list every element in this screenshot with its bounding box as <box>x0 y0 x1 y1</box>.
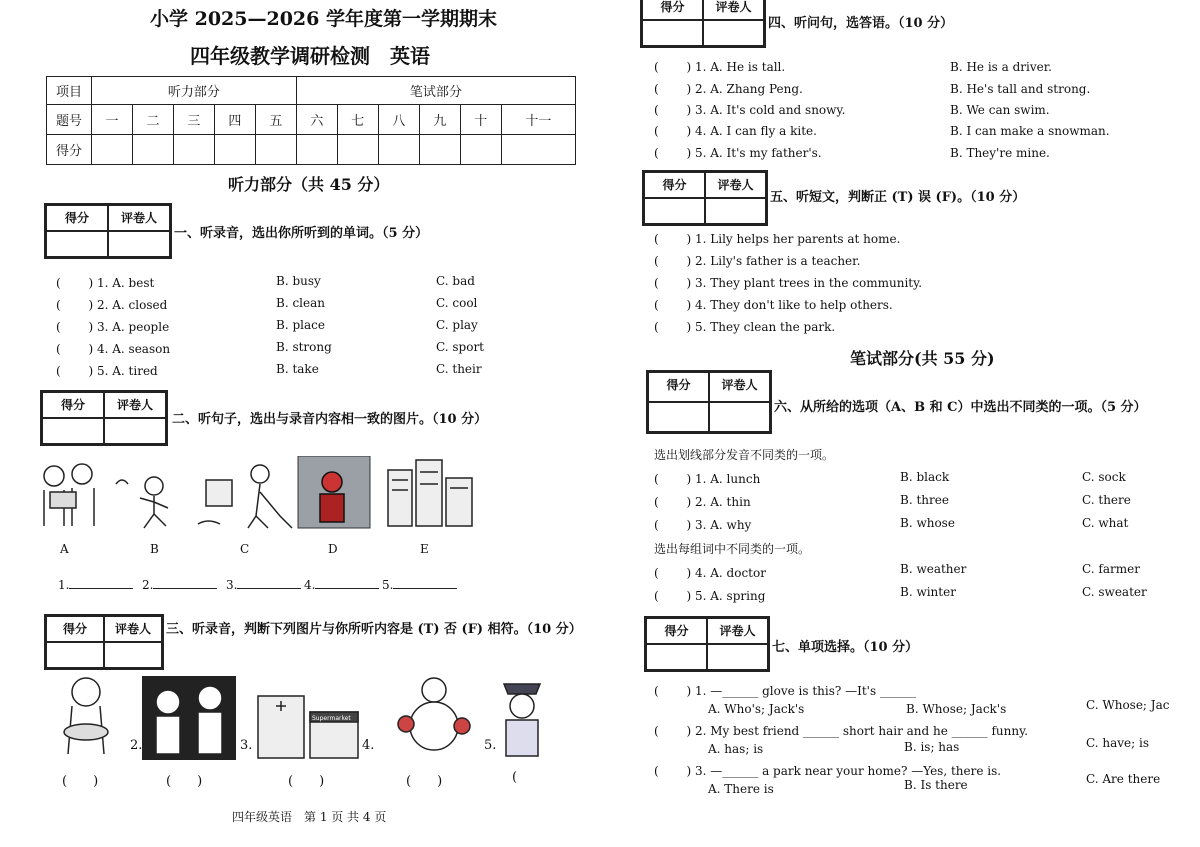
section-3-title: 三、听录音，判断下列图片与你所听内容是 (T) 否 (F) 相符。（10 分） <box>166 622 582 637</box>
row-label-item: 项目 <box>47 77 92 105</box>
section-4-title: 四、听问句，选答语。（10 分） <box>768 16 954 31</box>
part-listening-header: 听力部分 <box>92 77 297 105</box>
score-cell[interactable] <box>92 135 133 165</box>
grader-box-grader-cell[interactable] <box>709 402 770 432</box>
section-1-q4-c: C. sport <box>436 340 485 354</box>
listening-part-title: 听力部分（共 45 分） <box>228 175 390 194</box>
picture-4-kids-snowman <box>398 678 470 750</box>
score-cell[interactable] <box>214 135 255 165</box>
section-4-q5: ( ) 5. A. It's my father's. <box>654 146 822 160</box>
writing-part-title: 笔试部分(共 55 分) <box>850 349 995 368</box>
picture-label: A <box>60 542 69 556</box>
section-6-q2-c: C. there <box>1082 493 1131 507</box>
section-6-q1: ( ) 1. A. lunch <box>654 472 761 486</box>
picture-label: E <box>420 542 429 556</box>
grader-box <box>642 170 768 226</box>
section-5-q1: ( ) 1. Lily helps her parents at home. <box>654 232 901 246</box>
section-7-q2-b: B. is; has <box>904 740 960 754</box>
picture-5-police-officer <box>504 684 540 756</box>
grader-box-score-label: 得分 <box>642 0 703 20</box>
school-line: 小学 2025—2026 学年度第一学期期末 <box>150 8 497 30</box>
section-1-q4-b: B. strong <box>276 340 332 354</box>
section-1-q3: ( ) 3. A. people <box>56 320 170 334</box>
section-6-title: 六、从所给的选项（A、B 和 C）中选出不同类的一项。（5 分） <box>774 400 1147 415</box>
answer-bracket-1[interactable]: ( ) <box>62 774 99 789</box>
section-1-q2-b: B. clean <box>276 296 325 310</box>
section-7-q3-b: B. Is there <box>904 778 968 792</box>
section-1-q2-c: C. cool <box>436 296 478 310</box>
grader-box-grader-cell[interactable] <box>104 418 166 444</box>
section-6-q3-b: B. whose <box>900 516 955 530</box>
grader-box <box>40 390 168 446</box>
grader-box-grader-label: 评卷人 <box>709 372 770 402</box>
answer-bracket-3[interactable]: ( ) <box>288 774 325 789</box>
col-num: 八 <box>378 105 419 135</box>
section-2-pictures <box>36 456 476 536</box>
grader-box <box>44 203 172 259</box>
answer-bracket-2[interactable]: ( ) <box>166 774 203 789</box>
score-cell[interactable] <box>501 135 575 165</box>
section-5-q5: ( ) 5. They clean the park. <box>654 320 836 334</box>
grader-box-score-label: 得分 <box>46 616 104 642</box>
section-6-q5-b: B. winter <box>900 585 956 599</box>
section-1-q5-c: C. their <box>436 362 482 376</box>
picture-label: D <box>328 542 338 556</box>
answer-slot-3[interactable]: 3. <box>226 578 301 592</box>
section-4-q2: ( ) 2. A. Zhang Peng. <box>654 82 803 96</box>
picture-b-boy-running <box>116 477 168 528</box>
section-4-q2-b: B. He's tall and strong. <box>950 82 1091 96</box>
score-cell[interactable] <box>255 135 296 165</box>
grader-box-grader-cell[interactable] <box>705 198 766 224</box>
col-num: 三 <box>173 105 214 135</box>
row-label-score: 得分 <box>47 135 92 165</box>
section-1-q1-c: C. bad <box>436 274 475 288</box>
page-footer: 四年级英语 第 1 页 共 4 页 <box>232 810 387 824</box>
section-6-q3: ( ) 3. A. why <box>654 518 752 532</box>
grader-box <box>640 0 766 48</box>
part-writing-header: 笔试部分 <box>296 77 575 105</box>
grader-box-score-label: 得分 <box>648 372 709 402</box>
section-5-q3: ( ) 3. They plant trees in the community. <box>654 276 923 290</box>
grader-box-score-cell[interactable] <box>648 402 709 432</box>
section-4-q4: ( ) 4. A. I can fly a kite. <box>654 124 817 138</box>
grader-box-grader-cell[interactable] <box>707 644 768 670</box>
section-4-q5-b: B. They're mine. <box>950 146 1050 160</box>
grader-box-grader-cell[interactable] <box>703 20 764 46</box>
picture-number: 3. <box>240 738 253 753</box>
section-1-title: 一、听录音，选出你所听到的单词。（5 分） <box>174 226 429 241</box>
section-7-q2-c: C. have; is <box>1086 736 1149 750</box>
grader-box-grader-label: 评卷人 <box>703 0 764 20</box>
section-4-q1: ( ) 1. A. He is tall. <box>654 60 786 74</box>
picture-d-person <box>320 472 344 522</box>
picture-e-city <box>388 460 472 526</box>
grader-box <box>644 616 770 672</box>
section-6-sub1: 选出划线部分发音不同类的一项。 <box>654 448 835 462</box>
picture-1-boy-cooking <box>64 678 108 754</box>
grader-box-score-cell[interactable] <box>46 231 108 257</box>
answer-slot-5[interactable]: 5. <box>382 578 457 592</box>
section-6-q1-c: C. sock <box>1082 470 1126 484</box>
section-1-q5-b: B. take <box>276 362 319 376</box>
grader-box-score-cell[interactable] <box>46 642 104 668</box>
grader-box-score-label: 得分 <box>646 618 707 644</box>
section-7-q3: ( ) 3. —______ a park near your home? —Yes, there is. <box>654 764 1002 778</box>
section-4-q3-b: B. We can swim. <box>950 103 1050 117</box>
section-2-title: 二、听句子，选出与录音内容相一致的图片。（10 分） <box>172 412 488 427</box>
section-7-q1-b: B. Whose; Jack's <box>906 702 1007 716</box>
section-1-q5: ( ) 5. A. tired <box>56 364 158 378</box>
grader-box-grader-label: 评卷人 <box>104 616 162 642</box>
picture-3-hospital-and-shop <box>258 696 358 758</box>
picture-label: C <box>240 542 250 556</box>
section-7-q3-a: A. There is <box>708 782 774 796</box>
col-num: 十 <box>460 105 501 135</box>
section-1-q4: ( ) 4. A. season <box>56 342 171 356</box>
answer-bracket-4[interactable]: ( ) <box>406 774 443 789</box>
section-6-q3-c: C. what <box>1082 516 1129 530</box>
grader-box-score-label: 得分 <box>42 392 104 418</box>
supermarket-sign: Supermarket <box>312 715 351 722</box>
grader-box <box>44 614 164 670</box>
section-4-q1-b: B. He is a driver. <box>950 60 1052 74</box>
score-cell[interactable] <box>378 135 419 165</box>
grader-box-grader-label: 评卷人 <box>705 172 766 198</box>
section-5-q2: ( ) 2. Lily's father is a teacher. <box>654 254 861 268</box>
col-num: 十一 <box>501 105 575 135</box>
section-6-q5: ( ) 5. A. spring <box>654 589 766 603</box>
row-label-number: 题号 <box>47 105 92 135</box>
section-7-q3-c: C. Are there <box>1086 772 1161 786</box>
section-6-q4-c: C. farmer <box>1082 562 1140 576</box>
grader-box-score-label: 得分 <box>46 205 108 231</box>
col-num: 六 <box>296 105 337 135</box>
section-4-q3: ( ) 3. A. It's cold and snowy. <box>654 103 846 117</box>
answer-bracket-5[interactable]: ( <box>512 770 518 785</box>
section-7-q2: ( ) 2. My best friend ______ short hair and he ______ funny. <box>654 724 1029 738</box>
section-5-q4: ( ) 4. They don't like to help others. <box>654 298 893 312</box>
section-6-q4-b: B. weather <box>900 562 967 576</box>
section-5-title: 五、听短文，判断正 (T) 误 (F)。（10 分） <box>770 190 1026 205</box>
picture-a-girls-reading <box>44 464 94 526</box>
score-cell[interactable] <box>296 135 337 165</box>
grader-box-score-cell[interactable] <box>644 198 705 224</box>
section-1-q1: ( ) 1. A. best <box>56 276 155 290</box>
score-cell[interactable] <box>419 135 460 165</box>
grader-box-score-cell[interactable] <box>646 644 707 670</box>
col-num: 五 <box>255 105 296 135</box>
score-table <box>46 76 576 165</box>
col-num: 二 <box>132 105 173 135</box>
score-cell[interactable] <box>460 135 501 165</box>
section-6-q5-c: C. sweater <box>1082 585 1147 599</box>
section-6-q2-b: B. three <box>900 493 949 507</box>
section-1-q2: ( ) 2. A. closed <box>56 298 168 312</box>
grader-box-grader-cell[interactable] <box>104 642 162 668</box>
answer-slot-1[interactable]: 1. <box>58 578 133 592</box>
col-num: 九 <box>419 105 460 135</box>
exam-title: 四年级教学调研检测 英语 <box>190 44 430 68</box>
picture-number: 5. <box>484 738 497 753</box>
section-7-q1: ( ) 1. —______ glove is this? —It's ______ <box>654 684 916 698</box>
grader-box-grader-label: 评卷人 <box>707 618 768 644</box>
section-1-q1-b: B. busy <box>276 274 321 288</box>
picture-number: 4. <box>362 738 375 753</box>
answer-slot-4[interactable]: 4. <box>304 578 379 592</box>
col-num: 四 <box>214 105 255 135</box>
answer-slot-2[interactable]: 2. <box>142 578 217 592</box>
page-2 <box>600 0 1200 847</box>
section-6-q2: ( ) 2. A. thin <box>654 495 751 509</box>
section-6-q1-b: B. black <box>900 470 950 484</box>
picture-c-woman-sweeping <box>198 465 292 528</box>
section-6-sub2: 选出每组词中不同类的一项。 <box>654 542 811 556</box>
grader-box-grader-cell[interactable] <box>108 231 170 257</box>
picture-number: 2. <box>130 738 143 753</box>
col-num: 一 <box>92 105 133 135</box>
section-7-title: 七、单项选择。（10 分） <box>772 640 919 655</box>
col-num: 七 <box>337 105 378 135</box>
score-cell[interactable] <box>132 135 173 165</box>
picture-label: B <box>150 542 159 556</box>
score-cell[interactable] <box>173 135 214 165</box>
section-6-q4: ( ) 4. A. doctor <box>654 566 766 580</box>
section-7-q1-a: A. Who's; Jack's <box>708 702 805 716</box>
section-1-q3-b: B. place <box>276 318 325 332</box>
section-4-q4-b: B. I can make a snowman. <box>950 124 1110 138</box>
score-cell[interactable] <box>337 135 378 165</box>
grader-box-score-cell[interactable] <box>642 20 703 46</box>
section-7-q2-a: A. has; is <box>708 742 764 756</box>
grader-box-score-label: 得分 <box>644 172 705 198</box>
section-7-q1-c: C. Whose; Jac <box>1086 698 1170 712</box>
grader-box-score-cell[interactable] <box>42 418 104 444</box>
grader-box <box>646 370 772 434</box>
grader-box-grader-label: 评卷人 <box>104 392 166 418</box>
section-1-q3-c: C. play <box>436 318 478 332</box>
grader-box-grader-label: 评卷人 <box>108 205 170 231</box>
